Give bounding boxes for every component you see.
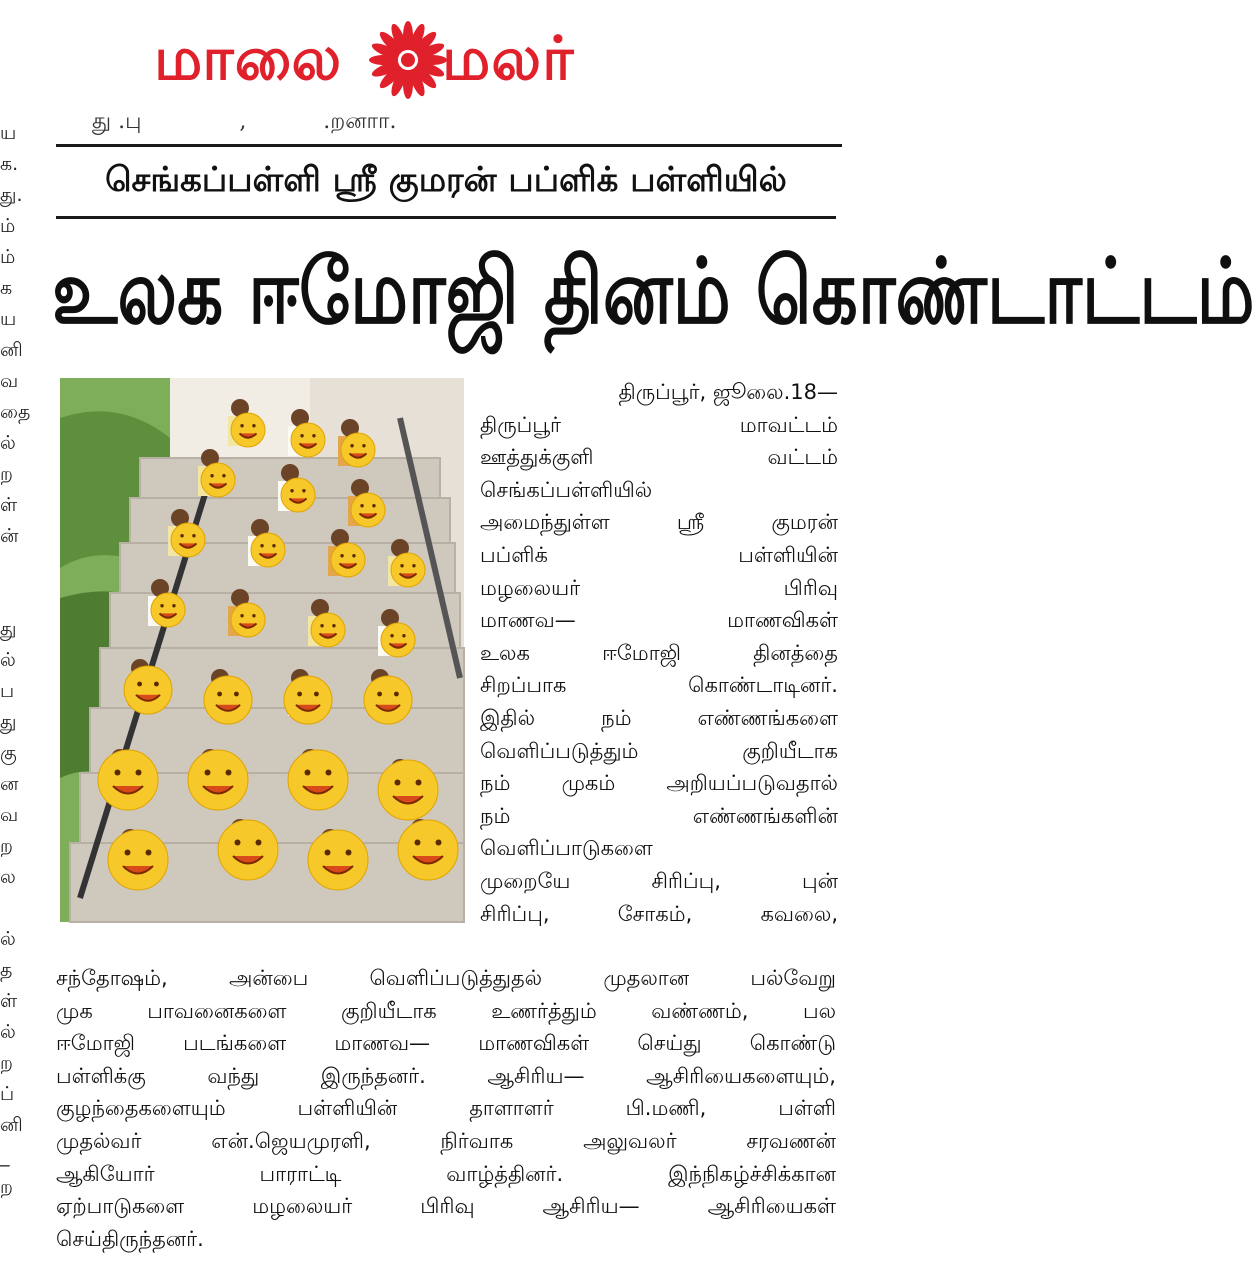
fragment-line <box>0 552 40 583</box>
article-line: சந்தோஷம், அன்பை வெளிப்படுத்துதல் முதலான பல்வேறு <box>56 966 836 990</box>
fragment-line: க. <box>0 153 19 175</box>
article-line: முறையே சிரிப்பு, புன் <box>480 868 838 893</box>
article-line: ஈமோஜி படங்களை மாணவ— மாணவிகள் செய்து கொண்டு <box>56 1031 836 1056</box>
fragment-line: தை <box>0 401 31 423</box>
fragment-line: ப <box>0 680 15 702</box>
article-line: சிரிப்பு, சோகம், கவலை, <box>480 901 838 926</box>
article-body <box>56 962 836 1255</box>
fragment-line: வ <box>0 804 19 826</box>
fragment-line: து. <box>0 184 23 206</box>
fragment-line: ள் <box>0 990 18 1012</box>
fragment-line: ல் <box>0 1021 16 1043</box>
child-with-emoji <box>98 749 158 810</box>
fragment-line: ய <box>0 308 17 330</box>
article-line: சிறப்பாக கொண்டாடினர். <box>480 673 838 698</box>
article-line: குழந்தைகளையும் பள்ளியின் தாளாளர் பி.மணி, பள்ளி <box>56 1096 836 1121</box>
article-column <box>480 376 838 930</box>
child-with-emoji <box>288 749 348 810</box>
article-line: வெளிப்பாடுகளை <box>480 836 653 861</box>
article-line: திருப்பூர் மாவட்டம் <box>480 412 838 437</box>
fragment-line: ம் <box>0 246 16 268</box>
fragment-line: ற <box>0 1176 13 1198</box>
adjacent-column-fragments <box>0 118 40 1278</box>
kicker-headline: செங்கப்பள்ளி ஸ்ரீ குமரன் பப்ளிக் பள்ளியில் <box>105 160 787 200</box>
fragment-line: ற <box>0 835 13 857</box>
article-line: நம் முகம் அறியப்படுவதால் <box>480 771 838 796</box>
article-line: மழலையர் பிரிவு <box>480 575 838 600</box>
child-with-emoji <box>398 819 458 880</box>
fragment-line: து <box>0 711 17 733</box>
fragment-line: ன <box>0 773 19 795</box>
fragment-line: ள் <box>0 494 18 516</box>
article-line: அமைந்துள்ள ஸ்ரீ குமரன் <box>480 510 838 535</box>
article-line: வெளிப்படுத்தும் குறியீடாக <box>480 738 838 763</box>
fragment-line <box>0 583 40 614</box>
fragment-line: ய <box>0 122 17 144</box>
flower-icon <box>368 20 448 100</box>
main-headline: உலக ஈமோஜி தினம் கொண்டாட்டம் <box>52 238 1255 344</box>
logo-word-left: மாலை <box>154 24 343 94</box>
fragment-line <box>0 893 40 924</box>
top-rule <box>56 144 842 147</box>
article-line: முக பாவனைகளை குறியீடாக உணர்த்தும் வண்ணம், பல <box>56 998 836 1023</box>
article-line: பள்ளிக்கு வந்து இருந்தனர். ஆசிரிய— ஆசிரியைகளையும், <box>56 1063 836 1088</box>
article-line: ஆகியோர் பாராட்டி வாழ்த்தினர். இந்நிகழ்ச்சிக்கான <box>56 1161 836 1186</box>
dateline: து .பு , .றனாா. <box>92 109 397 134</box>
article-line: பப்ளிக் பள்ளியின் <box>480 542 838 567</box>
newspaper-logo <box>150 14 650 100</box>
children-with-emoji-placards-photo <box>60 378 464 922</box>
fragment-line: ப் <box>0 1083 15 1105</box>
fragment-line: ல <box>0 866 16 888</box>
fragment-line: னி <box>0 339 23 361</box>
child-with-emoji <box>218 819 278 880</box>
article-line: உலக ஈமோஜி தினத்தை <box>480 640 838 665</box>
child-with-emoji <box>308 829 368 890</box>
article-line: நம் எண்ணங்களின் <box>480 803 838 828</box>
fragment-line: ம் <box>0 215 16 237</box>
fragment-line: ல் <box>0 649 16 671</box>
child-with-emoji <box>378 759 438 820</box>
article-line: மாணவ— மாணவிகள் <box>480 608 838 633</box>
article-line: ஊத்துக்குளி வட்டம் <box>480 445 838 470</box>
fragment-line: ன் <box>0 525 19 547</box>
child-with-emoji <box>188 749 248 810</box>
article-line: முதல்வர் என்.ஜெயமுரளி, நிர்வாக அலுவலர் சரவணன் <box>56 1128 836 1153</box>
fragment-line: ல் <box>0 928 16 950</box>
fragment-line: கு <box>0 742 17 764</box>
fragment-line: _ <box>0 1145 10 1167</box>
fragment-line: ல் <box>0 432 16 454</box>
article-line: செய்திருந்தனர். <box>56 1226 204 1251</box>
fragment-line: து <box>0 618 17 640</box>
fragment-line: த <box>0 959 13 981</box>
article-line: ஏற்பாடுகளை மழலையர் பிரிவு ஆசிரிய— ஆசிரியைகள் <box>56 1194 836 1219</box>
fragment-line: வ <box>0 370 19 392</box>
article-line: செங்கப்பள்ளியில் <box>480 477 653 502</box>
child-with-emoji <box>108 829 168 890</box>
dateline-place: திருப்பூர், ஜூலை.18— <box>618 380 838 404</box>
fragment-line: க <box>0 277 13 299</box>
article-photo <box>60 378 464 922</box>
fragment-line: ற <box>0 463 13 485</box>
fragment-line: ற <box>0 1052 13 1074</box>
article-line: இதில் நம் எண்ணங்களை <box>480 705 838 730</box>
logo-word-right: மலர் <box>442 24 575 94</box>
fragment-line: னி <box>0 1114 23 1136</box>
